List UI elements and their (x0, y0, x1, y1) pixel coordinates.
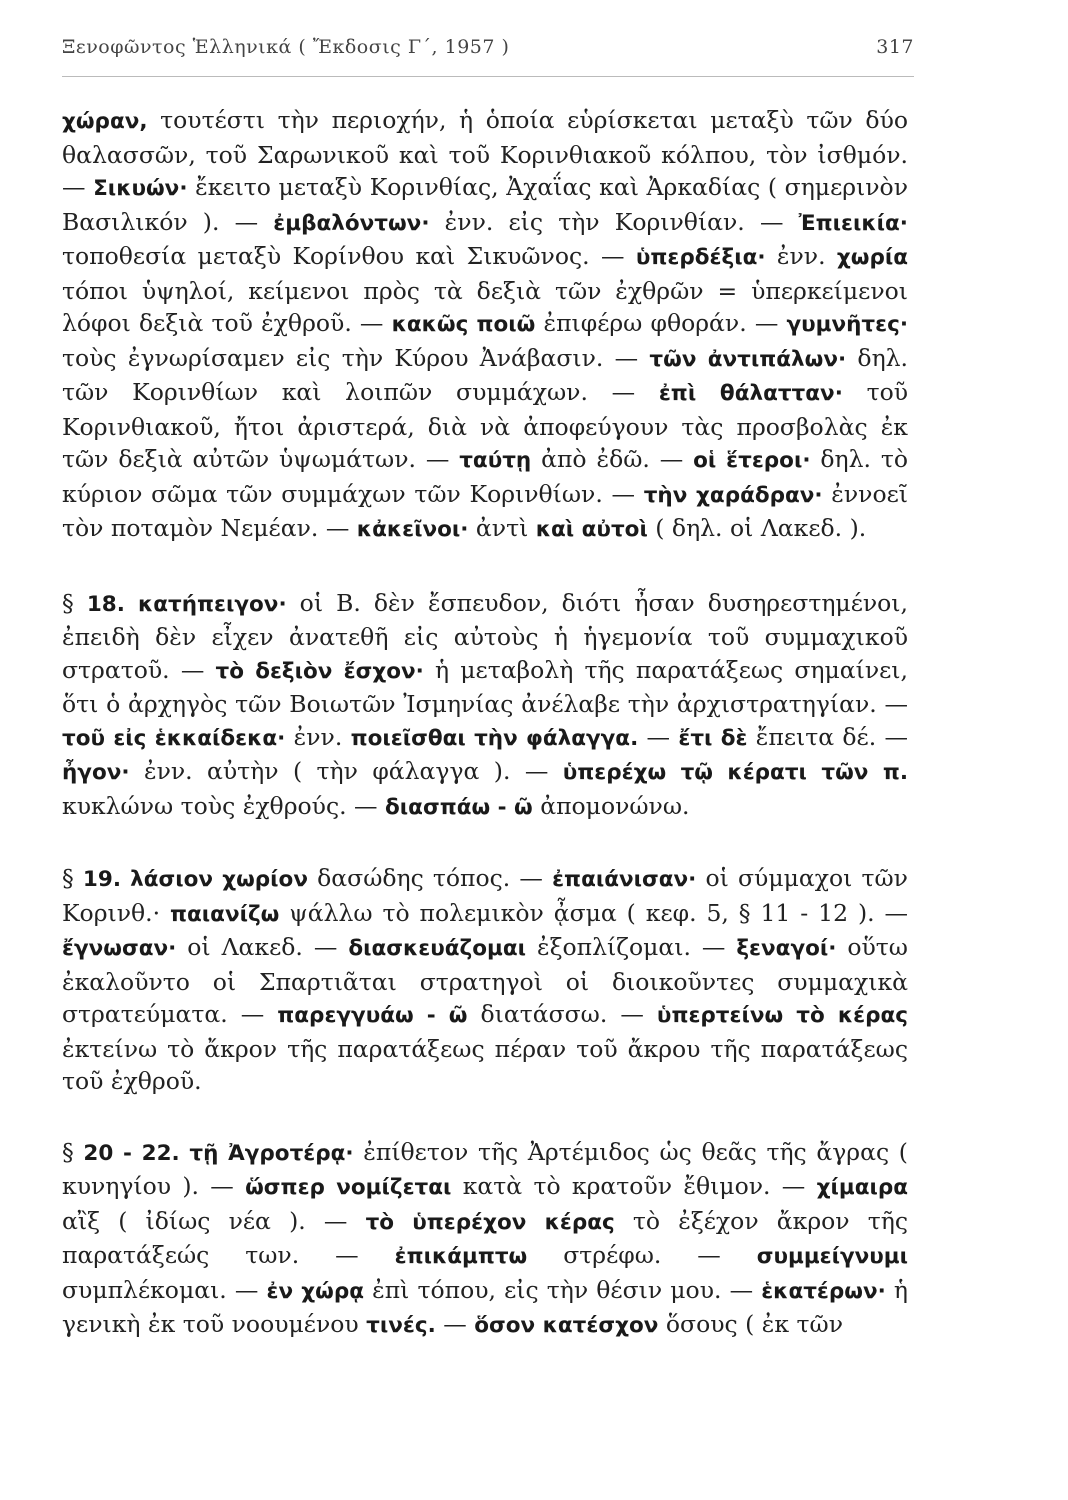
lemma: ὅσον κατέσχον (474, 1313, 659, 1338)
commentary-body (62, 104, 908, 1381)
gloss-text: τοῦ Κορινθιακοῦ, ἤτοι ἀριστερά, διὰ νὰ ἀποφεύγουν τὰς προσβολὰς ἐκ τῶν δεξιὰ αὐτῶν ὑψωμάτων. — (62, 378, 909, 473)
gloss-text: ἐπιφέρω φθοράν. — (535, 309, 787, 337)
gloss-text: ἐξοπλίζομαι. — (525, 933, 737, 961)
gloss-text (180, 1138, 190, 1166)
gloss-text: § (62, 1137, 84, 1166)
lemma: ὥσπερ νομίζεται (245, 1175, 452, 1200)
lemma: ταύτῃ (459, 448, 532, 473)
lemma: τῇ Ἀγροτέρᾳ· (189, 1140, 354, 1166)
commentary-paragraph (62, 862, 908, 1098)
gloss-text: ἀντὶ (468, 514, 536, 542)
commentary-paragraph (62, 587, 908, 825)
gloss-text: ἐνν. (765, 242, 837, 270)
gloss-text: τουτέστι τὴν περιοχήν, ἡ ὁποία εὑρίσκεται μεταξὺ τῶν δύο θαλασσῶν, τοῦ Σαρωνικοῦ καὶ τοῦ Κορινθιακοῦ κόλπου, τὸν ἰσθμόν. — (62, 106, 908, 201)
gloss-text: οὕτω ἐκαλοῦντο οἱ Σπαρτιᾶται στρατηγοὶ οἱ διοικοῦντες συμμαχικὰ στρατεύματα. — (62, 933, 908, 1028)
gloss-text: δηλ. τῶν Κορινθίων καὶ λοιπῶν συμμάχων. — (62, 343, 909, 406)
gloss-text: § (62, 864, 83, 892)
lemma: ἦγον· (62, 760, 130, 785)
lemma: διασκευάζομαι (348, 936, 526, 961)
lemma: οἱ ἕτεροι· (693, 448, 811, 473)
lemma: τὸ ὑπερέχον κέρας (365, 1209, 615, 1235)
lemma: ἑκατέρων· (761, 1278, 886, 1304)
commentary-paragraph (62, 1136, 908, 1343)
gloss-text: τοποθεσία μεταξὺ Κορίνθου καὶ Σικυῶνος. — (62, 242, 636, 270)
lemma: ὑπερτείνω τὸ κέρας (656, 1003, 908, 1028)
gloss-text: οἱ σύμμαχοι τῶν Κορινθ.· (62, 864, 908, 927)
lemma: χίμαιρα (816, 1175, 908, 1200)
lemma: κακῶς ποιῶ (391, 312, 536, 337)
gloss-text: ἡ γενικὴ ἐκ τοῦ νοουμένου (62, 1275, 908, 1338)
lemma: συμμείγνυμι (756, 1244, 909, 1269)
lemma: διασπάω - ῶ (385, 794, 533, 820)
gloss-text: οἱ Λακεδ. — (176, 933, 349, 961)
lemma: 19. (82, 867, 121, 892)
lemma: καὶ αὐτοὶ (535, 517, 648, 542)
lemma: ὑπερδέξια· (635, 245, 766, 270)
gloss-text: κυκλώνω τοὺς ἐχθρούς. — (62, 791, 386, 820)
lemma: ποιεῖσθαι τὴν φάλαγγα. (350, 725, 639, 751)
gloss-text: συμπλέκομαι. — (62, 1275, 267, 1304)
gloss-text: ἐπίθετον τῆς Ἀρτέμιδος ὡς θεᾶς τῆς ἄγρας ( κυνηγίου ). — (62, 1137, 908, 1200)
gloss-text: ἐνν. αὐτὴν ( τὴν φάλαγγα ). — (129, 757, 563, 785)
gloss-text: ἐπὶ τόπου, εἰς τὴν θέσιν μου. — (364, 1275, 762, 1304)
gloss-text: ἔπειτα δέ. — (747, 722, 908, 751)
gloss-text: αἲξ ( ἰδίως νέα ). — (62, 1206, 366, 1235)
gloss-text: — (638, 722, 679, 751)
lemma: παιανίζω (170, 901, 280, 927)
gloss-text: δασώδης τόπος. — (307, 864, 553, 892)
gloss-text (125, 589, 138, 617)
gloss-text: ἀπομονώνω. (532, 791, 690, 820)
lemma: τὴν χαράδραν· (643, 482, 823, 508)
gloss-text: ἀπὸ ἐδῶ. — (531, 445, 694, 473)
lemma: λάσιον χωρίον (130, 867, 308, 892)
gloss-text: ψάλλω τὸ πολεμικὸν ᾆσμα ( κεφ. 5, § 11 - 12 ). — (279, 898, 909, 927)
lemma: παρεγγυάω - ῶ (277, 1003, 468, 1028)
gloss-text: κατὰ τὸ κρατοῦν ἔθιμον. — (451, 1172, 817, 1200)
running-head (62, 36, 914, 58)
book-title: Ξενοφῶντος Ἑλληνικά ( Ἔκδοσις Γ΄, 1957 ) (62, 36, 510, 58)
lemma: γυμνῆτες· (786, 312, 909, 337)
lemma: κἀκεῖνοι· (356, 517, 469, 542)
gloss-text: τοὺς ἐγνωρίσαμεν εἰς τὴν Κύρου Ἀνάβασιν. — (62, 343, 650, 372)
lemma: τοῦ εἰς ἑκκαίδεκα· (62, 725, 286, 751)
lemma: τὸ δεξιὸν ἔσχον· (215, 658, 424, 684)
page-number: 317 (876, 36, 914, 58)
lemma: χωρία (836, 245, 909, 270)
lemma: ἐμβαλόντων· (273, 210, 430, 236)
gloss-text (121, 864, 130, 892)
gloss-text: ( δηλ. οἱ Λακεδ. ). (647, 514, 867, 542)
lemma: ἐπαιάνισαν· (552, 867, 697, 892)
gloss-text: ἔκειτο μεταξὺ Κορινθίας, Ἀχαΐας καὶ Ἀρκαδίας ( σημερινὸν Βασιλικόν ). — (62, 173, 908, 236)
gloss-text: στρέφω. — (527, 1241, 757, 1269)
lemma: τῶν ἀντιπάλων· (649, 346, 847, 372)
gloss-text: δηλ. τὸ κύριον σῶμα τῶν συμμάχων τῶν Κορινθίων. — (62, 445, 908, 508)
lemma: ἐπὶ θάλατταν· (658, 381, 843, 406)
header-rule (62, 76, 914, 77)
lemma: κατήπειγον· (137, 591, 287, 617)
lemma: Σικυών· (93, 176, 188, 201)
lemma: ἐν χώρᾳ (266, 1278, 364, 1304)
commentary-paragraph (62, 104, 908, 547)
gloss-text: ἐνν. εἰς τὴν Κορινθίαν. — (429, 207, 799, 236)
gloss-text: ὅσους ( ἐκ τῶν (658, 1310, 843, 1338)
gloss-text: — (435, 1310, 475, 1338)
lemma: Ἐπιεικία· (798, 210, 908, 236)
gloss-text: ἐκτείνω τὸ ἄκρον τῆς παρατάξεως πέραν τοῦ ἄκρου τῆς παρατάξεως τοῦ ἐχθροῦ. (62, 1034, 908, 1095)
gloss-text: οἱ Β. δὲν ἔσπευδον, διότι ἦσαν δυσηρεστημένοι, ἐπειδὴ δὲν εἶχεν ἀνατεθῆ εἰς αὐτοὺς ἡ ἡγεμονία τοῦ συμμαχικοῦ στρατοῦ. — (62, 588, 908, 684)
lemma: ἐπικάμπτω (394, 1244, 528, 1269)
lemma: ἔτι δὲ (678, 725, 748, 751)
lemma: ξεναγοί· (736, 936, 837, 961)
gloss-text: διατάσσω. — (467, 1000, 657, 1028)
gloss-text: ἐνν. (285, 722, 351, 751)
lemma: ὑπερέχω τῷ κέρατι τῶν π. (562, 760, 909, 785)
lemma: ἔγνωσαν· (62, 936, 177, 961)
lemma: τινές. (366, 1313, 436, 1338)
gloss-text: ἡ μεταβολὴ τῆς παρατάξεως σημαίνει, ὅτι ὁ ἀρχηγὸς τῶν Βοιωτῶν Ἰσμηνίας ἀνέλαβε τὴν ἀρχιστρατηγίαν. — (62, 655, 908, 718)
gloss-text: ἐννοεῖ τὸν ποταμὸν Νεμέαν. — (62, 479, 909, 542)
gloss-text: τὸ ἐξέχον ἄκρον τῆς παρατάξεώς των. — (62, 1206, 908, 1269)
gloss-text: τόποι ὑψηλοί, κείμενοι πρὸς τὰ δεξιὰ τῶν ἐχθρῶν = ὑπερκείμενοι λόφοι δεξιὰ τοῦ ἐχθροῦ. — (62, 276, 908, 337)
lemma: 18. (86, 591, 125, 617)
lemma: χώραν, (62, 109, 148, 134)
lemma: 20 - 22. (83, 1140, 180, 1166)
gloss-text: § (62, 588, 87, 617)
